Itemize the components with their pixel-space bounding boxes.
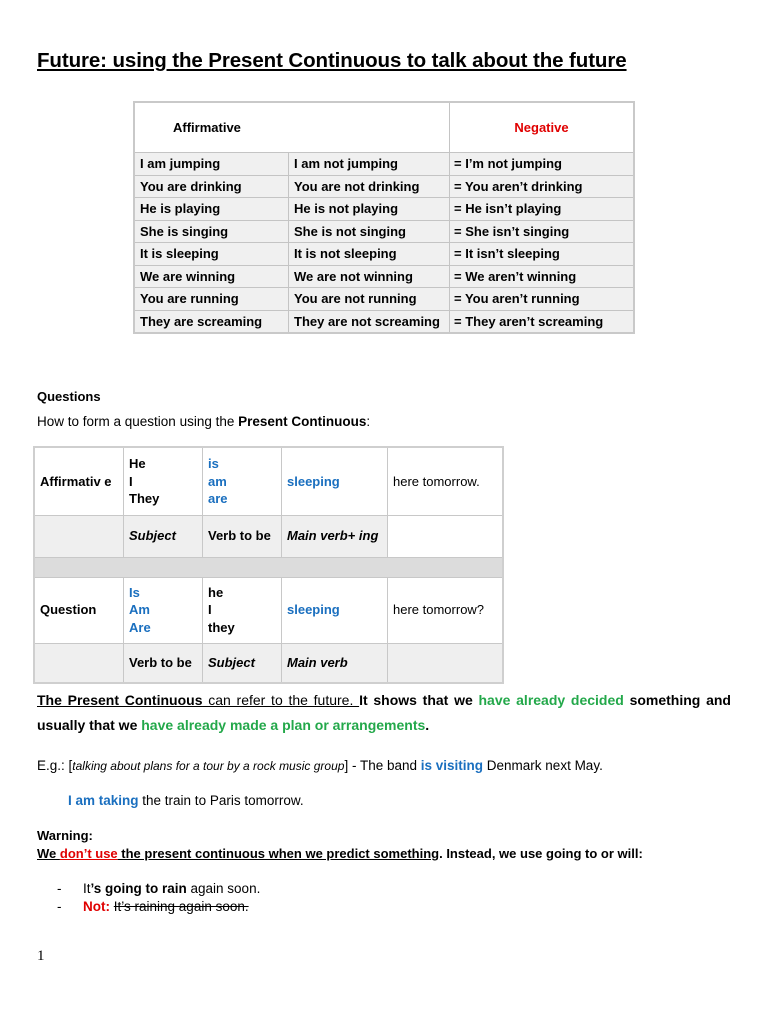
table-row [134,220,634,243]
subject-label: Subject [124,515,203,557]
explanation-paragraph [37,688,731,738]
table-row [134,288,634,311]
example-text: E.g.: [ [37,758,73,773]
page-title: Future: using the Present Continuous to talk about the future [37,49,627,72]
question-label: Question [34,577,124,643]
example-text: ] - The band [344,758,421,773]
table-row [34,515,503,557]
table-row [34,557,503,577]
intro-bold: Present Continuous [238,414,367,429]
intro-suffix: : [366,414,371,429]
verb-am: Am [129,602,150,618]
affirmative-cell: You are drinking [134,175,289,198]
subject-they: They [129,491,160,506]
verb-are: are [208,491,228,506]
warning-label: Warning: [37,828,93,843]
page-number: 1 [37,948,45,964]
affirmative-label: Affirmativ e [34,447,124,515]
short-form-cell: = You aren’t drinking [450,175,635,198]
warning-dont-use: don’t use [59,846,118,861]
negative-cell: I am not jumping [289,153,450,176]
short-form-cell: = She isn’t singing [450,220,635,243]
list-item [57,881,260,896]
table-row [134,265,634,288]
short-form-cell: = We aren’t winning [450,265,635,288]
negative-cell: You are not drinking [289,175,450,198]
short-form-cell: = You aren’t running [450,288,635,311]
affirmative-cell: I am jumping [134,153,289,176]
warning-we: We [37,846,60,861]
subject-he: he [208,584,224,600]
negative-cell: It is not sleeping [289,243,450,266]
bullet-not: Not: [83,899,110,914]
intro-text: How to form a question using the [37,414,239,429]
question-subjects-cell [203,577,282,643]
negative-cell: She is not singing [289,220,450,243]
paragraph-text: something and usually that we [37,692,731,733]
table-row [134,243,634,266]
subject-label: Subject [203,643,282,683]
empty-cell [388,643,504,683]
header-affirmative: Affirmative [134,102,450,153]
rest-cell: here tomorrow? [388,577,504,643]
affirmative-cell: You are running [134,288,289,311]
main-verb-cell: sleeping [282,447,388,515]
subject-i: I [208,602,212,618]
present-continuous-term: The Present Continuous [37,692,203,708]
affirmative-cell: It is sleeping [134,243,289,266]
example-2 [68,793,304,808]
bullet-text: again soon. [186,881,261,896]
example-verb: I am taking [68,793,139,808]
header-negative: Negative [450,102,635,153]
table-row [34,643,503,683]
negative-cell: They are not screaming [289,310,450,333]
table-row [34,577,503,643]
warning-text [37,846,643,861]
bullet-strike: It’s raining again soon. [113,899,249,914]
table-row [34,447,503,515]
list-item [57,899,249,914]
bullet-bold: ’s going to rain [90,881,187,896]
main-verb-cell: sleeping [282,577,388,643]
short-form-cell: = It isn’t sleeping [450,243,635,266]
example-text: Denmark next May. [483,758,603,773]
example-context: talking about plans for a tour by a rock music group [72,759,345,773]
highlight-arrangements: have already made a plan or arrangements [141,717,426,733]
verb-are: Are [129,619,151,635]
subject-he: He [129,456,146,471]
subject-they: they [208,619,235,635]
affirmative-cell: They are screaming [134,310,289,333]
short-form-cell: = I’m not jumping [450,153,635,176]
verb-to-be-label: Verb to be [203,515,282,557]
example-text: the train to Paris tomorrow. [138,793,304,808]
question-structure-table [33,446,504,684]
affirmative-cell: We are winning [134,265,289,288]
rest-cell: here tomorrow. [388,447,504,515]
verbs-cell [203,447,282,515]
verb-to-be-label: Verb to be [124,643,203,683]
table-row [134,198,634,221]
short-form-cell: = He isn’t playing [450,198,635,221]
question-verbs-cell [124,577,203,643]
negative-cell: You are not running [289,288,450,311]
paragraph-text: . [425,717,430,733]
subject-i: I [129,473,133,489]
example-verb: is visiting [420,758,484,773]
negative-cell: We are not winning [289,265,450,288]
warning-rest: . Instead, we use going to or will: [439,846,643,861]
empty-cell [388,515,504,557]
bullet-text: It [83,881,91,896]
empty-cell [34,643,124,683]
conjugation-table [133,101,635,334]
conjugation-header-row [134,102,634,153]
bullet-dash: - [57,899,62,914]
table-row [134,310,634,333]
verb-is: Is [129,584,140,600]
paragraph-text: can refer to the future. [202,692,360,708]
bullet-dash: - [57,881,62,896]
verb-am: am [208,473,227,489]
separator-row [34,557,503,577]
negative-cell: He is not playing [289,198,450,221]
subjects-cell [124,447,203,515]
short-form-cell: = They aren’t screaming [450,310,635,333]
main-verb-ing-label: Main verb+ ing [282,515,388,557]
questions-heading: Questions [37,389,101,404]
affirmative-cell: She is singing [134,220,289,243]
empty-cell [34,515,124,557]
highlight-decided: have already decided [478,692,624,708]
table-row [134,175,634,198]
paragraph-text: It shows that we [359,692,479,708]
questions-intro [37,414,370,429]
warning-underlined: the present continuous when we predict something [117,846,440,861]
verb-is: is [208,456,219,471]
example-1 [37,758,603,773]
table-row [134,153,634,176]
main-verb-label: Main verb [282,643,388,683]
affirmative-cell: He is playing [134,198,289,221]
